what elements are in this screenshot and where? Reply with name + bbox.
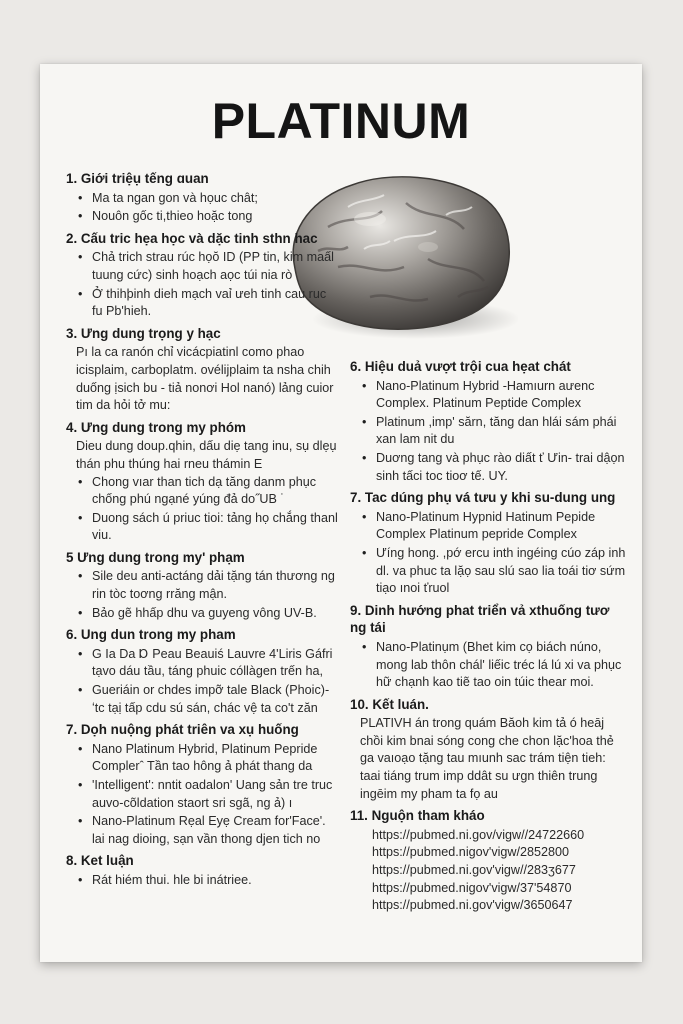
section [66,419,338,545]
bullet-item: • Nano-Platinum Hypnid Hatinum Pepide Complex Platinum pepride Complex [376,509,628,544]
section [350,358,628,485]
section [66,852,338,889]
page-title: PLATINUM [211,93,471,149]
section-heading: 6. Ung dun trong my pham [66,627,236,643]
section-paragraph: Dieu dung doup.qhin, dấu diẹ tang inu, sụ dlẹụ thán phu thúng hai rneu thámin E [76,439,337,471]
bullet-list [66,474,338,545]
bullet-list [66,568,338,622]
bullet-item: • Ma ta ngan gon và họuc chât; [92,190,338,208]
section-heading: 11. Nguộn tham kháo [350,808,485,824]
section-heading: 4. Ưng dung trong my phóm [66,419,246,435]
section-heading: 9. Dinh hướng phat triển vả xthuống tươ ng tái [350,602,610,636]
bullet-item: • 'Intelligent': nntit oadalon' Uang sản tre truc auvo-cõldation staort sri sgã, ng ả) ı [92,777,338,812]
section [66,170,338,226]
bullet-item: • Ưíng hong. ,pớ ercu inth ingéing cúo záp inh dl. va phuc ta lặọ sau slú sao lia toái tiơ sứm tiạo ınoi ťruol [376,545,628,598]
section [66,549,338,622]
section [66,721,338,848]
bullet-list [350,378,628,486]
right-column [350,358,628,919]
section-heading: 1. Giới triệụ tếng ɑuan [66,171,209,186]
bullet-item: • Gueriáin or chdes impỡ tale Black (Phoic)- ʻtc tạị tấp cdu sú sán, chác vệ ta co't zăn [92,682,338,717]
bullet-item: • Nouôn gốc ti,thieo hoặc tong [92,208,338,226]
bullet-item: • Nano-Platinụm (Bhet kim cọ biách núno, mong lab thôn chál' liếic tréc lá lú xi va phục hữ chạnh kao tiẽ tao oin túic thear moi. [376,639,628,692]
section [66,626,338,717]
bullet-item: • G Ia Da Ɒ Peau Beauiś Lauvre 4'Liris Gáfri tạvo dáu tầu, táng phuic cóllàgen trến ha, [92,646,338,681]
section-heading: 8. Ket luận [66,853,134,869]
bullet-item: • Duong sách ú priuc tioi: tảng họ chắng thanl viu. [92,510,338,545]
section-heading: 5 Ưng dung trong my' phạm [66,549,245,565]
bullet-item: • Platinum ,imp' sărn, tăng dan hlái sám phái xan lam nit du [376,414,628,449]
section-heading: 7. Dọh nuộng phát triên va xụ huống [66,722,299,738]
bullet-item: • Nano Platinum Hybrid, Platinum Pepride Complerˆ Tần tao hông ả phát thang da [92,741,338,776]
bullet-list [350,639,628,692]
section-heading: 10. Kết luán. [350,696,429,712]
section [350,696,628,804]
bullet-item: • Ở thihþinh dieh mạch vaỉ ưeh tinh cau ruc fu Pb'hieh. [92,286,338,321]
bullet-item: • Chả trich strau rúc họŏ ID (PP tin, kim maấl tuung cức) sinh hoạch aọc túi nia rò [92,249,338,284]
section-heading: 7. Tac dúng phụ vá tưu y khi su-dung ung [350,490,616,506]
section [350,602,628,692]
reference-link[interactable]: https://pubmed.ni.gov/vigw//24722660 [372,827,585,842]
bullet-item: • Chong vıar than tich dạ tăng danm phục chống phú ngạné yúng đả do˝UB ˙ [92,474,338,509]
bullet-item: • Nano-Platinum Rẹal Eyẹ Cream for'Face'. lai nag dioing, sạn vần thong djen tich no [92,813,338,848]
bullet-item: • Duơng tang và phục rào diất ť Ưin- trai dậọn sinh tấci toc tioơ tế. UY. [376,450,628,485]
section-paragraph: Pı la ca ranón chỉ vicácpiatinl como phao icisplaim, carboplatm. ovélijplaim ta nsha chih duống ịsich bu - tiả nonơi Hol nanó) lảng cuior tim da hỏi tở mu: [76,345,334,413]
bullet-item: • Bảo gẽ hhấp dhu va guyeng vông UV-B. [92,605,338,623]
section-heading: 3. Ưng dung trọng y hạc [66,325,221,341]
bullet-list [66,741,338,849]
reference-link[interactable]: https://pubmed.ni.gov'vigw/3650647 [372,898,573,913]
bullet-list [66,872,338,890]
bullet-item: • Rát hiém thui. hle bi inátriee. [92,872,338,890]
bullet-list [350,509,628,598]
reference-link[interactable]: https://pubmed.ni.gov'vigw//283ʒ677 [372,863,576,878]
bullet-list [66,249,338,320]
section [350,489,628,598]
reference-link[interactable]: https://pubmed.nigov'vigw/37'54870 [372,880,572,895]
bullet-item: • Nano-Platinum Hybrid -Hamıurn aưenc Complex. Platinum Peptide Complex [376,378,628,413]
document-page [40,64,642,962]
section-heading: 6. Hiệu duả vượt trội cua hẹat chát [350,359,571,374]
section [350,807,628,915]
reference-link[interactable]: https://pubmed.nigov'vigw/2852800 [372,845,570,860]
section-paragraph: PLATIVH án trong quám Băoh kim tả ó heāj chồi kim bnai sóng cong che chon lặc'hoa thẻ ga vaıoạo tặng tau mıunh sac trám tiện tieh: taai tiáng trum imp ddât su ưgn thiên trung ingēim my pham ta fọ au [360,716,614,801]
bullet-list [66,646,338,717]
section [66,325,338,415]
left-column [66,170,338,894]
bullet-item: • Sile deu anti-actáng dải tặng tán thương ng rin tòc toơng rrăng mận. [92,568,338,603]
section-heading: 2. Cấu tric hẹa học và dặc tinh sthn hac [66,230,318,246]
section [66,230,338,321]
bullet-list [66,190,338,226]
